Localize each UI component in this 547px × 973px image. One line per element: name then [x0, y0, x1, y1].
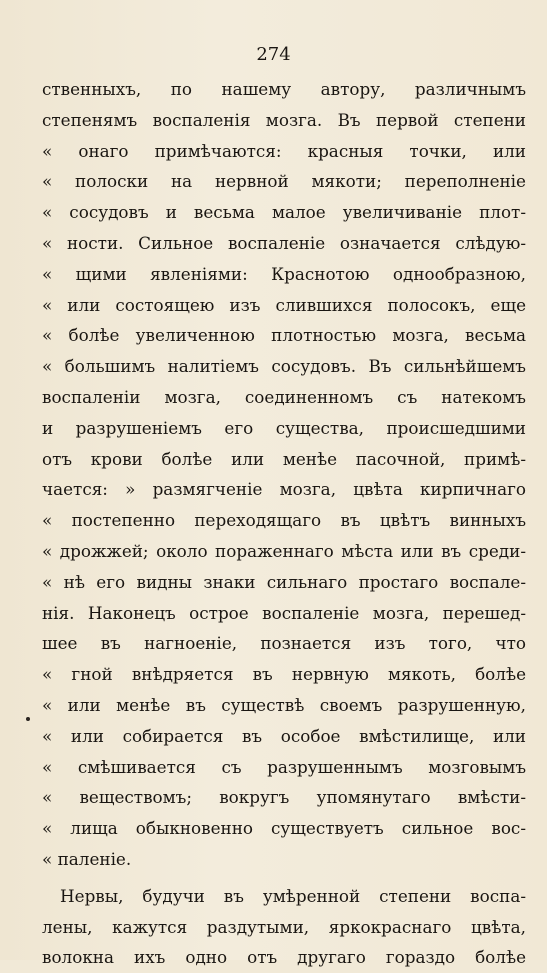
text-line: « веществомъ; вокругъ упомянутаго вмѣсти-: [42, 787, 526, 808]
text-line: « полоски на нервной мякоти; переполненіе: [42, 171, 526, 192]
text-line: шее въ нагноеніе, познается изъ того, что: [42, 633, 526, 654]
text-line: и разрушеніемъ его существа, происшедшими: [42, 417, 526, 438]
text-line: отъ крови болѣе или менѣе пасочной, примѣ-: [42, 448, 526, 469]
text-line: « паленіе.: [42, 848, 132, 869]
page-number: 274: [256, 44, 291, 65]
text-line: « лища обыкновенно существуетъ сильное вос-: [42, 818, 526, 839]
text-line: « дрожжей; около пораженнаго мѣста или въ среди-: [42, 540, 526, 561]
text-line: ственныхъ, по нашему автору, различнымъ: [42, 79, 526, 99]
text-line: « или менѣе въ существѣ своемъ разрушенную,: [42, 694, 526, 715]
text-line: « или состоящею изъ слившихся полосокъ, еще: [42, 294, 526, 315]
text-line: волокна ихъ одно отъ другаго гораздо болѣе: [42, 947, 526, 968]
text-line: « или собирается въ особое вмѣстилище, или: [42, 725, 526, 746]
text-line: степенямъ воспаленія мозга. Въ первой степени: [42, 109, 526, 130]
text-line: « постепенно переходящаго въ цвѣтъ винныхъ: [42, 510, 526, 531]
ink-dot-mark: [26, 717, 30, 721]
text-line: воспаленіи мозга, соединенномъ съ натекомъ: [42, 386, 526, 407]
page-text-body: [42, 74, 526, 973]
text-line: « большимъ налитіемъ сосудовъ. Въ сильнѣйшемъ: [42, 356, 526, 377]
text-line: « онаго примѣчаются: красныя точки, или: [42, 140, 526, 161]
text-line: « сосудовъ и весьма малое увеличиваніе плот-: [42, 202, 526, 223]
text-line: нія. Наконецъ острое воспаленіе мозга, перешед-: [42, 602, 526, 623]
text-line: лены, кажутся раздутыми, яркокраснаго цвѣта,: [42, 916, 526, 937]
text-line: « нѣ его видны знаки сильнаго простаго воспале-: [42, 571, 526, 592]
text-line: « болѣе увеличенною плотностью мозга, весьма: [42, 325, 526, 346]
text-line: « гной внѣдряется въ нервную мякоть, болѣе: [42, 664, 526, 685]
text-line: « смѣшивается съ разрушеннымъ мозговымъ: [42, 756, 526, 777]
text-line: чается: » размягченіе мозга, цвѣта кирпичнаго: [42, 479, 526, 500]
text-line: « ности. Сильное воспаленіе означается слѣдую-: [42, 232, 526, 253]
text-line: « щими явленіями: Краснотою однообразною,: [42, 263, 526, 284]
paragraph-start-line: Нервы, будучи въ умѣренной степени воспа-: [60, 885, 526, 906]
